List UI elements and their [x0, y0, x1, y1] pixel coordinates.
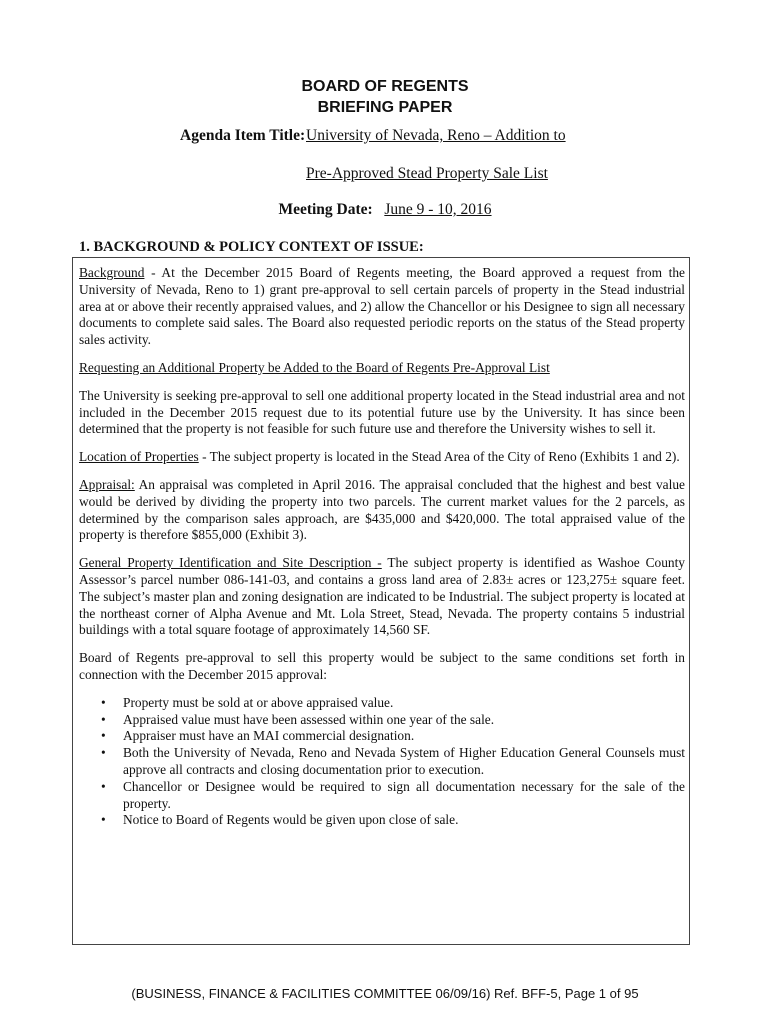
general-text: The subject property is identified as Washoe County Assessor’s parcel number 086-141-03, and contains a gross land area of 2.83± acres or 123,275± square feet. The subject’s master plan and zoning designation are indicated to be Industrial. The subject property is located at the northeast corner of Alpha Avenue and Mt. Lola Street, Stead, Nevada. The property contains 5 industrial buildings with a total square footage of approximately 14,560 SF. — [79, 555, 685, 638]
general-paragraph — [79, 555, 685, 639]
meeting-date-label: Meeting Date: — [278, 201, 373, 218]
list-item: • Both the University of Nevada, Reno and Nevada System of Higher Education General Counsels must approve all contracts and closing documentation prior to execution. — [101, 745, 685, 777]
bullet-icon: • — [101, 745, 106, 761]
appraisal-text: An appraisal was completed in April 2016. The appraisal concluded that the highest and best value would be derived by dividing the property into two parcels. The current market values for the 2 parcels, as determined by the comparison sales approach, are $435,000 and $420,000. The total appraised value of the property is therefore $855,000 (Exhibit 3). — [79, 476, 685, 543]
appraisal-paragraph — [79, 477, 685, 544]
page-footer: (BUSINESS, FINANCE & FACILITIES COMMITTEE 06/09/16) Ref. BFF-5, Page 1 of 95 — [131, 986, 639, 1001]
background-label: Background — [79, 265, 145, 280]
bullet-icon: • — [101, 694, 106, 710]
bullet-icon: • — [101, 728, 106, 744]
list-item: • Appraiser must have an MAI commercial designation. — [101, 728, 415, 744]
location-paragraph — [79, 449, 685, 466]
requesting-heading-text: Requesting an Additional Property be Added to the Board of Regents Pre-Approval List — [79, 359, 550, 375]
background-paragraph — [79, 265, 685, 349]
bullet-icon: • — [101, 711, 106, 727]
requesting-heading — [79, 360, 685, 377]
agenda-item-label: Agenda Item Title: — [180, 127, 306, 144]
title-briefing-paper: BRIEFING PAPER — [317, 99, 453, 116]
conditions-paragraph: Board of Regents pre-approval to sell this property would be subject to the same conditions set forth in connection with the December 2015 approval: — [79, 650, 685, 682]
conditions-list — [79, 695, 685, 829]
agenda-item-title-line1: University of Nevada, Reno – Addition to — [306, 127, 566, 144]
list-item: • Notice to Board of Regents would be given upon close of sale. — [101, 812, 459, 828]
title-board-of-regents: BOARD OF REGENTS — [301, 78, 469, 95]
appraisal-label: Appraisal: — [79, 476, 135, 492]
section-heading: 1. BACKGROUND & POLICY CONTEXT OF ISSUE: — [79, 239, 424, 255]
meeting-date-row — [0, 201, 770, 219]
list-item: • Appraised value must have been assessed within one year of the sale. — [101, 711, 495, 727]
list-item: • Chancellor or Designee would be required to sign all documentation necessary for the sale of the property. — [101, 778, 685, 811]
background-text: - At the December 2015 Board of Regents meeting, the Board approved a request from the University of Nevada, Reno to 1) grant pre-approval to sell certain parcels of property in the Stead industrial area at or above their recently appraised values, and 2) allow the Chancellor or his Designee to sign all necessary documents to complete said sales. The Board also requested periodic reports on the status of the Stead property sales activity. — [79, 265, 685, 348]
location-text: - The subject property is located in the Stead Area of the City of Reno (Exhibits 1 and 2). — [198, 449, 680, 465]
content-body — [79, 265, 685, 829]
list-item: • Property must be sold at or above appraised value. — [101, 694, 394, 710]
location-label: Location of Properties — [79, 449, 199, 465]
bullet-icon: • — [101, 778, 106, 794]
meeting-date-value: June 9 - 10, 2016 — [384, 201, 492, 218]
agenda-item-title-line2: Pre-Approved Stead Property Sale List — [306, 165, 548, 182]
general-label: General Property Identification and Site Description - — [79, 555, 382, 571]
bullet-icon: • — [101, 812, 106, 828]
university-paragraph: The University is seeking pre-approval to sell one additional property located in the Stead industrial area and not included in the December 2015 request due to its potential future use by the University. It has since been determined that the property is not feasible for such future use and therefore the University wishes to sell it. — [79, 387, 685, 437]
